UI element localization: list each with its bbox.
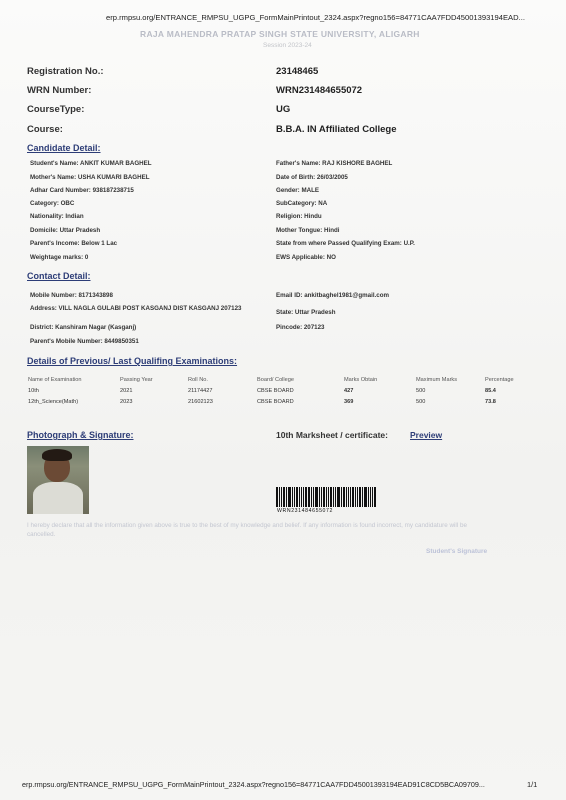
barcode-number: WRN231484655072 [277,508,334,514]
table-row [28,396,525,407]
religion: Religion: Hindu [276,213,322,220]
table-cell: 10th [28,387,39,394]
table-cell: 21602123 [188,398,213,405]
nationality: Nationality: Indian [30,213,84,220]
table-cell: 12th_Science(Math) [28,398,79,405]
course-label: Course: [27,124,63,135]
ews-applicable: EWS Applicable: NO [276,254,336,261]
pincode: Pincode: 207123 [276,324,325,331]
domicile: Domicile: Uttar Pradesh [30,227,101,234]
table-cell: 2021 [120,387,133,394]
table-cell: 21174427 [188,387,213,394]
mother-tongue: Mother Tongue: Hindi [276,227,340,234]
university-watermark: RAJA MAHENDRA PRATAP SINGH STATE UNIVERSITY, ALIGARH [140,29,420,39]
student-signature-label: Student's Signature [426,548,488,555]
wrn-barcode [276,487,378,507]
date-of-birth: Date of Birth: 26/03/2005 [276,174,348,181]
wrn-value: WRN231484655072 [276,85,363,96]
table-cell: 500 [416,387,426,394]
mother-name: Mother's Name: USHA KUMARI BAGHEL [30,174,150,181]
coursetype-label: CourseType: [27,104,85,115]
wrn-label: WRN Number: [27,85,92,96]
category: Category: OBC [30,200,75,207]
parent-income: Parent's Income: Below 1 Lac [30,240,118,247]
table-cell: 85.4 [485,387,496,394]
marksheet-label: 10th Marksheet / certificate: [276,430,388,440]
table-cell: 427 [344,387,354,394]
weightage-marks: Weightage marks: 0 [30,254,89,261]
column-header: Marks Obtain [344,376,378,383]
qualification-header-row [28,374,525,385]
gender: Gender: MALE [276,187,319,194]
declaration-text: I hereby declare that all the information given above is true to the best of my knowledge and belief. If any information is found incorrect, my candidature will be cancelled. [27,522,467,538]
photo-signature-heading: Photograph & Signature: [27,430,134,440]
district: District: Kanshiram Nagar (Kasganj) [30,324,137,331]
candidate-photograph [27,446,89,514]
mobile-number: Mobile Number: 8171343898 [30,292,113,299]
browser-print-header-url: erp.rmpsu.org/ENTRANCE_RMPSU_UGPG_FormMainPrintout_2324.aspx?regno156=84771CAA7FDD45001393194EAD... [106,13,525,22]
marksheet-preview-link[interactable]: Preview [410,430,443,440]
table-cell: 500 [416,398,426,405]
table-cell: 369 [344,398,354,405]
registration-value: 23148465 [276,66,319,77]
table-cell: CBSE BOARD [257,387,294,394]
column-header: Roll No. [188,376,208,383]
session-watermark: Session 2023-24 [263,42,312,49]
table-cell: 2023 [120,398,133,405]
column-header: Percentage [485,376,514,383]
state: State: Uttar Pradesh [276,309,336,316]
browser-print-footer-url: erp.rmpsu.org/ENTRANCE_RMPSU_UGPG_FormMainPrintout_2324.aspx?regno156=84771CAA7FDD45001393194EAD91C8CD5BCA09709... [22,780,485,789]
address: Address: VILL NAGLA GULABI POST KASGANJ DIST KASGANJ 207123 [30,305,242,312]
subcategory: SubCategory: NA [276,200,328,207]
student-name: Student's Name: ANKIT KUMAR BAGHEL [30,160,152,167]
column-header: Name of Examination [28,376,82,383]
aadhar-number: Adhar Card Number: 938187238715 [30,187,134,194]
column-header: Maximum Marks [416,376,458,383]
parent-mobile-number: Parent's Mobile Number: 8449850351 [30,338,139,345]
column-header: Board/ College [257,376,295,383]
candidate-detail-heading: Candidate Detail: [27,143,101,153]
state-qualifying-exam: State from where Passed Qualifying Exam: U.P. [276,240,415,247]
qualification-heading: Details of Previous/ Last Qualifing Examinations: [27,356,238,366]
father-name: Father's Name: RAJ KISHORE BAGHEL [276,160,393,167]
table-cell: CBSE BOARD [257,398,294,405]
coursetype-value: UG [276,104,291,115]
table-cell: 73.8 [485,398,496,405]
page-count: 1/1 [527,780,538,789]
contact-detail-heading: Contact Detail: [27,271,91,281]
column-header: Passing Year [120,376,153,383]
email-id: Email ID: ankitbaghel1981@gmail.com [276,292,389,299]
table-row [28,385,525,396]
qualification-table [28,374,525,407]
course-value: B.B.A. IN Affiliated College [276,124,397,135]
registration-label: Registration No.: [27,66,104,77]
